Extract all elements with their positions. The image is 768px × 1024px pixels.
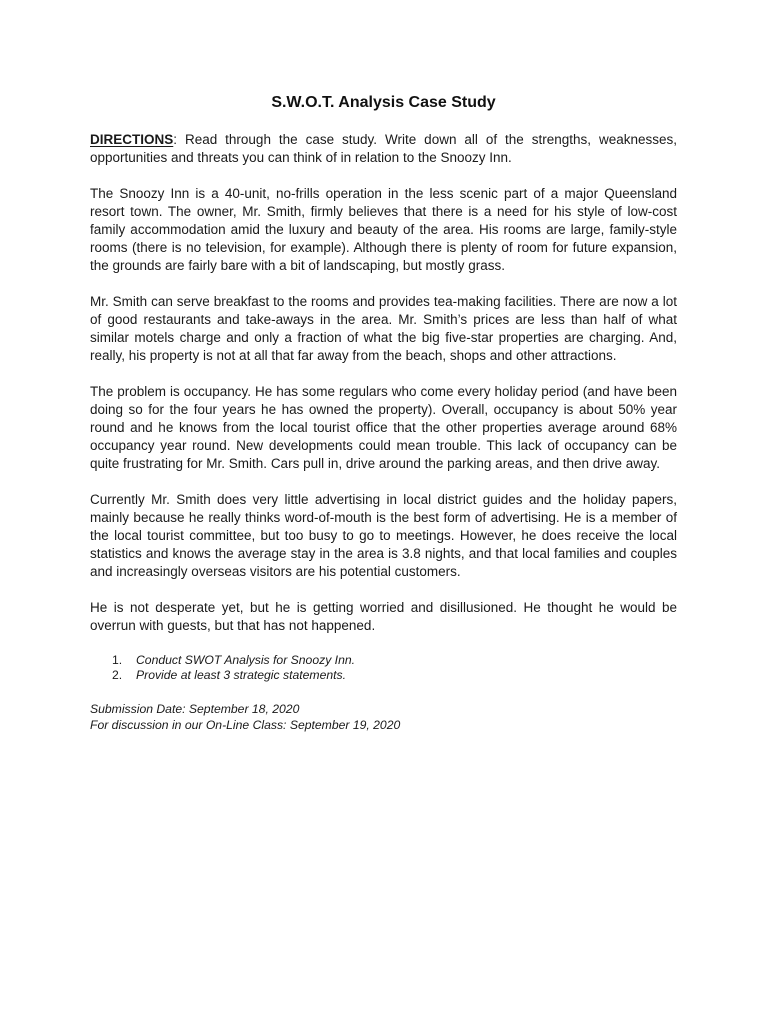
case-paragraph-5: He is not desperate yet, but he is getting worried and disillusioned. He thought he would be overrun with guests, but that has not happened.	[90, 600, 677, 633]
task-text: Conduct SWOT Analysis for Snoozy Inn.	[136, 653, 356, 667]
task-list	[90, 653, 677, 683]
case-paragraph-3: The problem is occupancy. He has some regulars who come every holiday period (and have been doing so for the four years he has owned the property). Overall, occupancy is about 50% year round and he knows from the local tourist office that the other properties average around 68% occupancy year round. New developments could mean trouble. This lack of occupancy can be quite frustrating for Mr. Smith. Cars pull in, drive around the parking areas, and then drive away.	[90, 384, 677, 471]
case-paragraph-4: Currently Mr. Smith does very little advertising in local district guides and the holiday papers, mainly because he really thinks word-of-mouth is the best form of advertising. He is a member of the local tourist committee, but too busy to go to meetings. However, he does receive the local statistics and knows the average stay in the area is 3.8 nights, and that local families and couples and increasingly overseas visitors are his potential customers.	[90, 492, 677, 579]
case-paragraph-1: The Snoozy Inn is a 40-unit, no-frills operation in the less scenic part of a major Queensland resort town. The owner, Mr. Smith, firmly believes that there is a need for his style of low-cost family accommodation amid the luxury and beauty of the area. His rooms are large, family-style rooms (there is no television, for example). Although there is plenty of room for future expansion, the grounds are fairly bare with a bit of landscaping, but mostly grass.	[90, 186, 677, 273]
directions-text: : Read through the case study. Write down all of the strengths, weaknesses, opportunities and threats you can think of in relation to the Snoozy Inn.	[90, 132, 677, 165]
directions-paragraph	[90, 131, 677, 167]
task-text: Provide at least 3 strategic statements.	[136, 668, 346, 682]
task-number: 2.	[112, 668, 123, 682]
case-paragraph-2: Mr. Smith can serve breakfast to the rooms and provides tea-making facilities. There are now a lot of good restaurants and take-aways in the area. Mr. Smith’s prices are less than half of what similar motels charge and only a fraction of what the big five-star properties are charging. And, really, his property is not at all that far away from the beach, shops and other attractions.	[90, 294, 677, 363]
directions-label: DIRECTIONS	[90, 132, 174, 147]
document-content	[90, 93, 677, 733]
task-number: 1.	[112, 653, 123, 667]
discussion-date: For discussion in our On-Line Class: September 19, 2020	[90, 717, 401, 732]
document-title: S.W.O.T. Analysis Case Study	[271, 94, 496, 111]
task-item-2	[90, 668, 677, 683]
task-item-1	[90, 653, 677, 668]
submission-date: Submission Date: September 18, 2020	[90, 702, 300, 716]
